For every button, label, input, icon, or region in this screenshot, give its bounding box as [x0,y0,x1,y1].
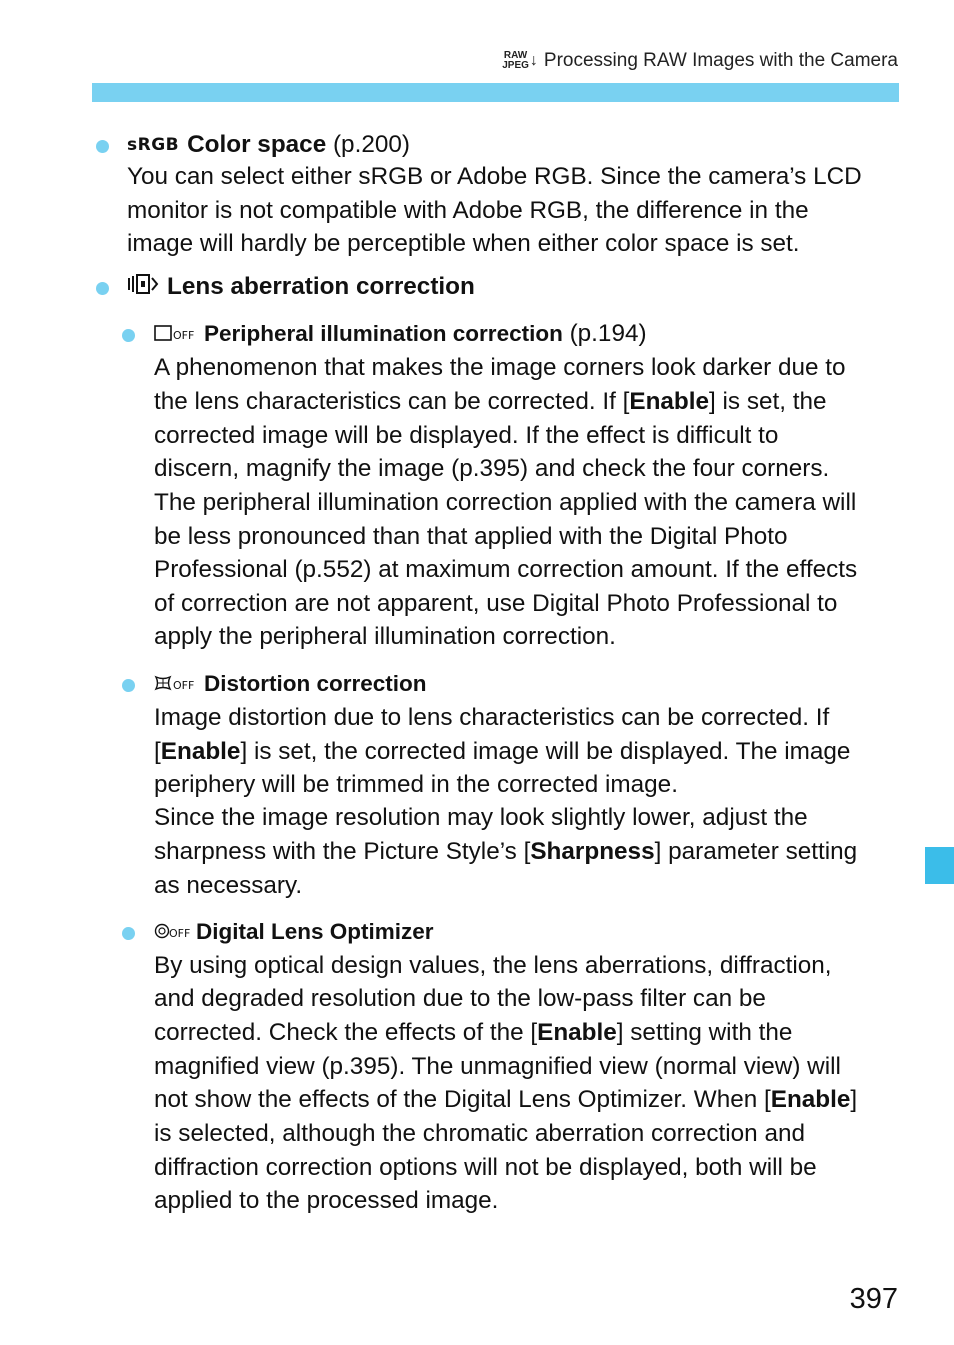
svg-text:OFF: OFF [173,679,195,693]
paragraph-line: The peripheral illumination correction applied with the camera will [154,489,857,516]
bullet-icon [122,329,135,342]
color-space-heading: sRGB Color space (p.200) [127,128,410,162]
paragraph-line: A phenomenon that makes the image corners look darker due to [154,354,846,381]
svg-text:OFF: OFF [173,329,195,343]
paragraph-line: By using optical design values, the lens aberrations, diffraction, [154,952,832,979]
chapter-side-tab [925,847,954,884]
header-divider-bar [92,83,899,102]
paragraph-line: apply the peripheral illumination correction. [154,623,616,650]
distortion-heading: OFF Distortion correction [154,667,427,702]
paragraph-line: be less pronounced than that applied with the Digital Photo [154,523,788,550]
paragraph-line: not show the effects of the Digital Lens Optimizer. When [Enable] [154,1086,858,1113]
paragraph-line: diffraction correction options will not be displayed, both will be [154,1154,817,1181]
paragraph-line: periphery will be trimmed in the corrected image. [154,771,678,798]
paragraph-line: corrected. Check the effects of the [Enable] setting with the [154,1019,793,1046]
paragraph-line: and degraded resolution due to the low-pass filter can be [154,985,766,1012]
paragraph-line: magnified view (p.395). The unmagnified view (normal view) will [154,1053,841,1080]
peripheral-illumination-icon [154,318,196,352]
paragraph-line: [Enable] is set, the corrected image will be displayed. The image [154,738,851,765]
svg-text:OFF: OFF [169,927,190,941]
lens-aberration-icon [127,271,159,305]
paragraph-line: You can select either sRGB or Adobe RGB. Since the camera’s LCD [127,163,862,190]
raw-jpeg-processing-icon: RAW JPEG ↓ [502,50,538,71]
distortion-correction-icon [154,668,196,702]
running-header [502,50,898,72]
paragraph-line: discern, magnify the image (p.395) and check the four corners. [154,455,830,482]
paragraph-line: sharpness with the Picture Style’s [Sharpness] parameter setting [154,838,858,865]
dlo-heading: OFF Digital Lens Optimizer [154,915,434,950]
paragraph-line: Image distortion due to lens characteristics can be corrected. If [154,704,830,731]
paragraph-line: monitor is not compatible with Adobe RGB, the difference in the [127,197,809,224]
header-title: Processing RAW Images with the Camera [543,50,898,71]
paragraph-line: Since the image resolution may look slightly lower, adjust the [154,804,808,831]
paragraph-line: as necessary. [154,872,303,899]
paragraph-line: corrected image will be displayed. If the effect is difficult to [154,422,779,449]
paragraph-line: the lens characteristics can be corrected. If [Enable] is set, the [154,388,827,415]
page-number: 397 [849,1283,898,1315]
paragraph-line: Professional (p.552) at maximum correction amount. If the effects [154,556,858,583]
bullet-icon [122,679,135,692]
paragraph-line: is selected, although the chromatic aberration correction and [154,1120,805,1147]
bullet-icon [122,927,135,940]
lens-aberration-heading: Lens aberration correction [127,270,475,305]
peripheral-heading: OFF Peripheral illumination correction (p.194) [154,317,647,352]
paragraph-line: applied to the processed image. [154,1187,499,1214]
bullet-icon [96,282,109,295]
srgb-icon: sRGB [127,135,180,155]
digital-lens-optimizer-icon [154,916,190,950]
paragraph-line: of correction are not apparent, use Digital Photo Professional to [154,590,838,617]
bullet-icon [96,140,109,153]
paragraph-line: image will hardly be perceptible when either color space is set. [127,230,800,257]
